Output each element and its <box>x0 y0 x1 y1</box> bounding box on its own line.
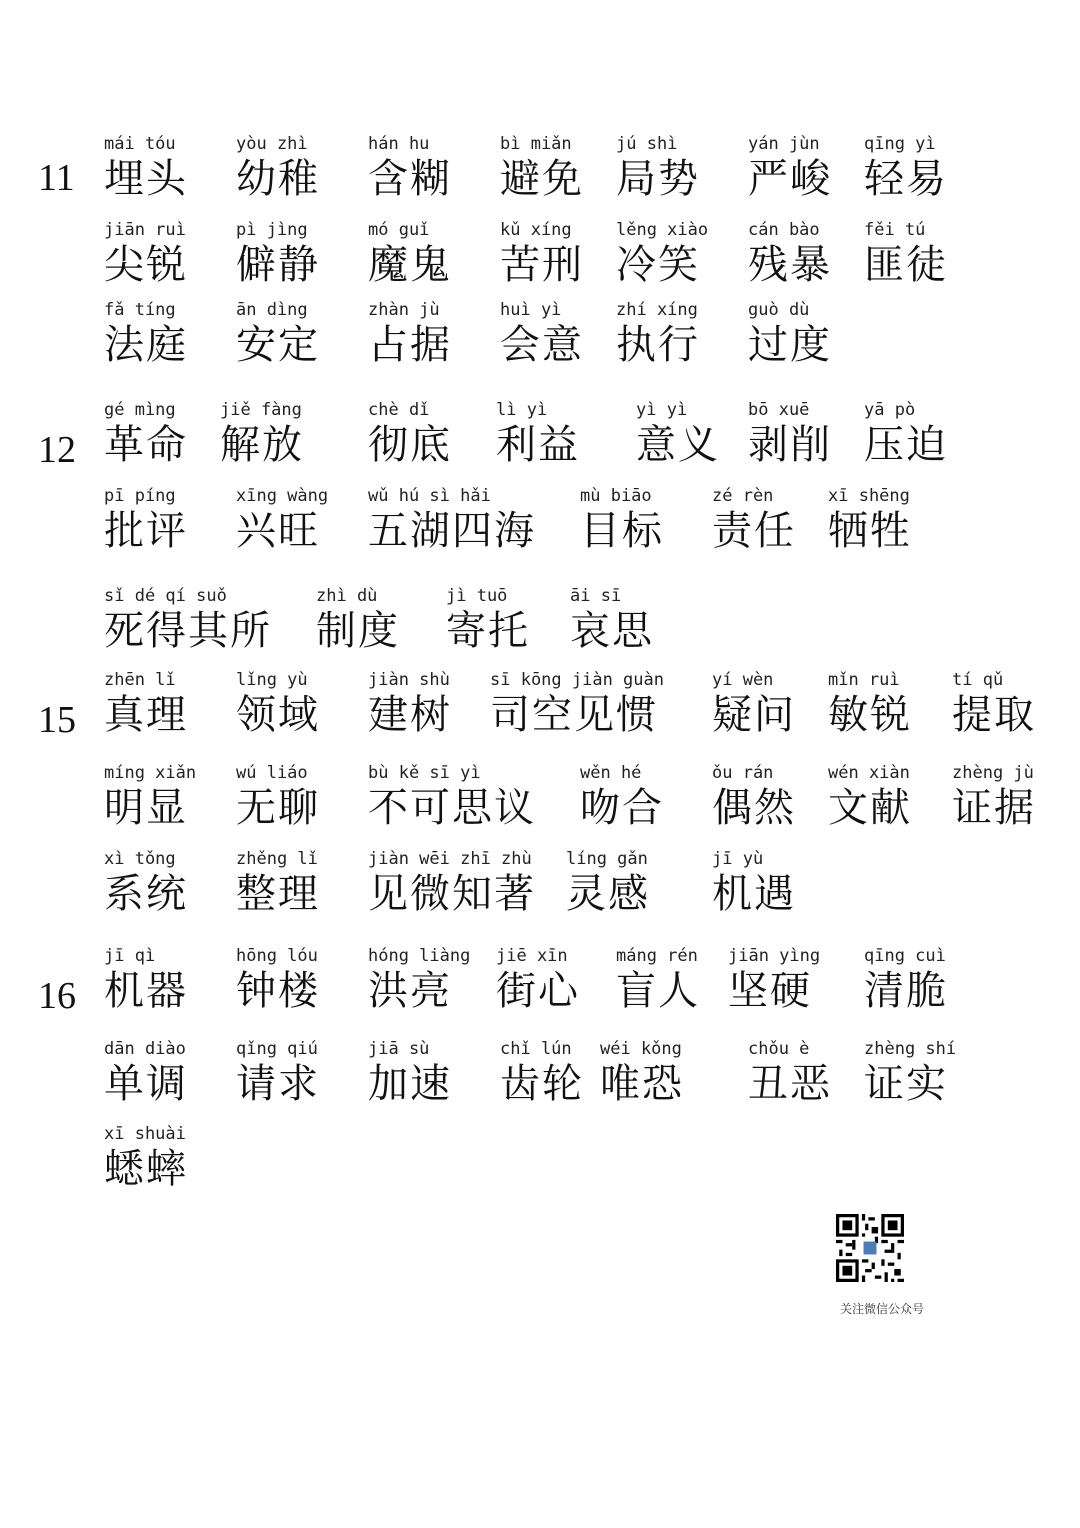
pinyin: guò dù <box>748 300 810 320</box>
hanzi: 尖锐 <box>104 242 188 288</box>
vocab-word <box>500 220 584 288</box>
pinyin: zhèng shí <box>864 1039 957 1059</box>
vocab-word <box>368 220 452 288</box>
vocab-word <box>864 220 948 288</box>
hanzi: 剥削 <box>748 422 832 468</box>
vocab-word <box>368 300 452 368</box>
hanzi: 含糊 <box>368 156 452 202</box>
hanzi: 目标 <box>580 508 664 554</box>
pinyin: wú liáo <box>236 763 308 783</box>
qr-code-icon <box>836 1214 904 1282</box>
vocab-word <box>748 300 832 368</box>
vocab-word <box>828 763 912 831</box>
vocab-word <box>500 134 584 202</box>
hanzi: 证据 <box>952 785 1036 831</box>
hanzi: 疑问 <box>712 692 796 738</box>
pinyin: jiàn wēi zhī zhù <box>368 849 532 869</box>
pinyin: yán jùn <box>748 134 820 154</box>
vocab-word <box>236 946 320 1014</box>
pinyin: pì jìng <box>236 220 308 240</box>
hanzi: 整理 <box>236 871 320 917</box>
vocab-word <box>496 400 580 468</box>
pinyin: wǔ hú sì hǎi <box>368 486 491 506</box>
pinyin: jiā sù <box>368 1039 430 1059</box>
pinyin: kǔ xíng <box>500 220 572 240</box>
hanzi: 吻合 <box>580 785 664 831</box>
vocab-word <box>864 134 948 202</box>
lesson-number: 11 <box>38 157 75 199</box>
vocab-word <box>236 849 320 917</box>
pinyin: xī shēng <box>828 486 910 506</box>
pinyin: tí qǔ <box>952 670 1004 690</box>
pinyin: gé mìng <box>104 400 176 420</box>
hanzi: 盲人 <box>616 968 700 1014</box>
vocab-word <box>104 134 188 202</box>
pinyin: qǐng qiú <box>236 1039 318 1059</box>
pinyin: wéi kǒng <box>600 1039 682 1059</box>
hanzi: 魔鬼 <box>368 242 452 288</box>
hanzi: 见微知著 <box>368 871 536 917</box>
vocab-word <box>368 670 452 738</box>
vocab-word <box>368 1039 452 1107</box>
vocab-word <box>712 849 796 917</box>
hanzi: 批评 <box>104 508 188 554</box>
vocab-word <box>728 946 820 1014</box>
hanzi: 清脆 <box>864 968 948 1014</box>
hanzi: 不可思议 <box>368 785 536 831</box>
vocab-word <box>368 400 452 468</box>
vocab-word <box>236 300 320 368</box>
hanzi: 解放 <box>220 422 304 468</box>
vocab-word <box>712 670 796 738</box>
pinyin: zhàn jù <box>368 300 440 320</box>
pinyin: jiě fàng <box>220 400 302 420</box>
vocab-word <box>104 486 188 554</box>
pinyin: zhí xíng <box>616 300 698 320</box>
pinyin: jiān ruì <box>104 220 186 240</box>
hanzi: 埋头 <box>104 156 188 202</box>
pinyin: yòu zhì <box>236 134 308 154</box>
pinyin: yā pò <box>864 400 916 420</box>
hanzi: 局势 <box>616 156 700 202</box>
hanzi: 残暴 <box>748 242 832 288</box>
pinyin: xì tǒng <box>104 849 176 869</box>
hanzi: 法庭 <box>104 322 188 368</box>
pinyin: āi sī <box>570 586 622 606</box>
hanzi: 请求 <box>236 1061 320 1107</box>
pinyin: chǒu è <box>748 1039 810 1059</box>
pinyin: jiān yìng <box>728 946 821 966</box>
pinyin: lěng xiào <box>616 220 709 240</box>
vocab-word <box>236 134 320 202</box>
vocab-word <box>104 946 188 1014</box>
vocab-word <box>580 763 664 831</box>
pinyin: hóng liàng <box>368 946 471 966</box>
hanzi: 避免 <box>500 156 584 202</box>
hanzi: 幼稚 <box>236 156 320 202</box>
vocab-word <box>104 1039 188 1107</box>
vocab-word <box>616 946 700 1014</box>
pinyin: jiàn shù <box>368 670 450 690</box>
vocab-word <box>104 849 188 917</box>
vocab-word <box>446 586 530 654</box>
hanzi: 偶然 <box>712 785 796 831</box>
vocab-word <box>616 300 700 368</box>
pinyin: hán hu <box>368 134 430 154</box>
pinyin: zhèng jù <box>952 763 1034 783</box>
pinyin: jì tuō <box>446 586 508 606</box>
pinyin: máng rén <box>616 946 698 966</box>
vocab-word <box>104 400 188 468</box>
pinyin: xī shuài <box>104 1124 186 1144</box>
pinyin: jī qì <box>104 946 156 966</box>
hanzi: 安定 <box>236 322 320 368</box>
vocab-word <box>712 763 796 831</box>
vocab-word <box>368 763 536 831</box>
hanzi: 责任 <box>712 508 796 554</box>
hanzi: 执行 <box>616 322 700 368</box>
pinyin: jī yù <box>712 849 764 869</box>
hanzi: 会意 <box>500 322 584 368</box>
hanzi: 过度 <box>748 322 832 368</box>
lesson-number: 16 <box>38 975 76 1017</box>
pinyin: zé rèn <box>712 486 774 506</box>
hanzi: 建树 <box>368 692 452 738</box>
pinyin: jú shì <box>616 134 678 154</box>
hanzi: 死得其所 <box>104 608 272 654</box>
pinyin: qīng yì <box>864 134 936 154</box>
hanzi: 轻易 <box>864 156 948 202</box>
vocab-word <box>236 1039 320 1107</box>
hanzi: 真理 <box>104 692 188 738</box>
vocab-word <box>864 946 948 1014</box>
hanzi: 匪徒 <box>864 242 948 288</box>
pinyin: sī kōng jiàn guàn <box>490 670 664 690</box>
vocab-word <box>570 586 654 654</box>
hanzi: 文献 <box>828 785 912 831</box>
pinyin: pī píng <box>104 486 176 506</box>
pinyin: mái tóu <box>104 134 176 154</box>
hanzi: 机遇 <box>712 871 796 917</box>
vocab-word <box>748 1039 832 1107</box>
hanzi: 丑恶 <box>748 1061 832 1107</box>
vocab-word <box>580 486 664 554</box>
vocab-word <box>828 670 912 738</box>
pinyin: dān diào <box>104 1039 186 1059</box>
pinyin: huì yì <box>500 300 562 320</box>
pinyin: mù biāo <box>580 486 652 506</box>
vocab-word <box>748 134 832 202</box>
vocab-word <box>616 134 700 202</box>
vocab-word <box>500 300 584 368</box>
pinyin: zhì dù <box>316 586 378 606</box>
pinyin: bì miǎn <box>500 134 572 154</box>
hanzi: 占据 <box>368 322 452 368</box>
vocab-word <box>368 946 470 1014</box>
pinyin: míng xiǎn <box>104 763 197 783</box>
vocab-word <box>828 486 912 554</box>
vocab-word <box>748 220 832 288</box>
vocab-word <box>952 670 1036 738</box>
vocab-word <box>236 486 328 554</box>
pinyin: líng gǎn <box>566 849 648 869</box>
pinyin: xīng wàng <box>236 486 329 506</box>
vocab-word <box>104 1124 188 1192</box>
hanzi: 寄托 <box>446 608 530 654</box>
hanzi: 意义 <box>636 422 720 468</box>
hanzi: 明显 <box>104 785 188 831</box>
pinyin: jiē xīn <box>496 946 568 966</box>
hanzi: 冷笑 <box>616 242 700 288</box>
hanzi: 坚硬 <box>728 968 812 1014</box>
vocab-word <box>566 849 650 917</box>
vocab-word <box>748 400 832 468</box>
hanzi: 利益 <box>496 422 580 468</box>
hanzi: 五湖四海 <box>368 508 536 554</box>
hanzi: 蟋蟀 <box>104 1146 188 1192</box>
vocab-word <box>500 1039 584 1107</box>
pinyin: wěn hé <box>580 763 642 783</box>
vocab-word <box>600 1039 684 1107</box>
hanzi: 加速 <box>368 1061 452 1107</box>
hanzi: 牺牲 <box>828 508 912 554</box>
vocab-word <box>952 763 1036 831</box>
hanzi: 洪亮 <box>368 968 452 1014</box>
pinyin: bù kě sī yì <box>368 763 481 783</box>
vocab-word <box>104 220 188 288</box>
hanzi: 兴旺 <box>236 508 320 554</box>
pinyin: yí wèn <box>712 670 774 690</box>
pinyin: sǐ dé qí suǒ <box>104 586 227 606</box>
pinyin: ān dìng <box>236 300 308 320</box>
pinyin: bō xuē <box>748 400 810 420</box>
hanzi: 司空见惯 <box>490 692 658 738</box>
pinyin: zhēn lǐ <box>104 670 176 690</box>
hanzi: 领域 <box>236 692 320 738</box>
hanzi: 哀思 <box>570 608 654 654</box>
vocab-word <box>220 400 304 468</box>
hanzi: 制度 <box>316 608 400 654</box>
pinyin: mó guǐ <box>368 220 430 240</box>
pinyin: zhěng lǐ <box>236 849 318 869</box>
hanzi: 齿轮 <box>500 1061 584 1107</box>
vocab-word <box>236 670 320 738</box>
hanzi: 钟楼 <box>236 968 320 1014</box>
vocab-word <box>490 670 664 738</box>
vocab-word <box>104 763 196 831</box>
hanzi: 苦刑 <box>500 242 584 288</box>
lesson-number: 12 <box>38 429 76 471</box>
pinyin: hōng lóu <box>236 946 318 966</box>
vocab-word <box>616 220 708 288</box>
pinyin: lì yì <box>496 400 548 420</box>
hanzi: 系统 <box>104 871 188 917</box>
pinyin: ǒu rán <box>712 763 774 783</box>
hanzi: 证实 <box>864 1061 948 1107</box>
pinyin: chǐ lún <box>500 1039 572 1059</box>
hanzi: 敏锐 <box>828 692 912 738</box>
hanzi: 提取 <box>952 692 1036 738</box>
pinyin: lǐng yù <box>236 670 308 690</box>
vocab-word <box>104 586 272 654</box>
vocab-word <box>712 486 796 554</box>
vocab-word <box>368 134 452 202</box>
hanzi: 单调 <box>104 1061 188 1107</box>
hanzi: 压迫 <box>864 422 948 468</box>
pinyin: chè dǐ <box>368 400 430 420</box>
hanzi: 街心 <box>496 968 580 1014</box>
hanzi: 彻底 <box>368 422 452 468</box>
hanzi: 机器 <box>104 968 188 1014</box>
hanzi: 无聊 <box>236 785 320 831</box>
hanzi: 灵感 <box>566 871 650 917</box>
pinyin: fěi tú <box>864 220 926 240</box>
pinyin: cán bào <box>748 220 820 240</box>
hanzi: 革命 <box>104 422 188 468</box>
pinyin: yì yì <box>636 400 688 420</box>
lesson-number: 15 <box>38 699 76 741</box>
vocab-word <box>316 586 400 654</box>
vocab-word <box>104 300 188 368</box>
pinyin: mǐn ruì <box>828 670 900 690</box>
pinyin: fǎ tíng <box>104 300 176 320</box>
vocab-word <box>636 400 720 468</box>
pinyin: qīng cuì <box>864 946 946 966</box>
vocab-word <box>236 220 320 288</box>
vocab-word <box>864 400 948 468</box>
hanzi: 严峻 <box>748 156 832 202</box>
pinyin: wén xiàn <box>828 763 910 783</box>
hanzi: 唯恐 <box>600 1061 684 1107</box>
vocab-word <box>864 1039 956 1107</box>
vocab-word <box>104 670 188 738</box>
vocab-word <box>236 763 320 831</box>
vocab-word <box>496 946 580 1014</box>
hanzi: 僻静 <box>236 242 320 288</box>
vocab-word <box>368 486 536 554</box>
qr-caption: 关注微信公众号 <box>840 1302 925 1316</box>
vocab-word <box>368 849 536 917</box>
